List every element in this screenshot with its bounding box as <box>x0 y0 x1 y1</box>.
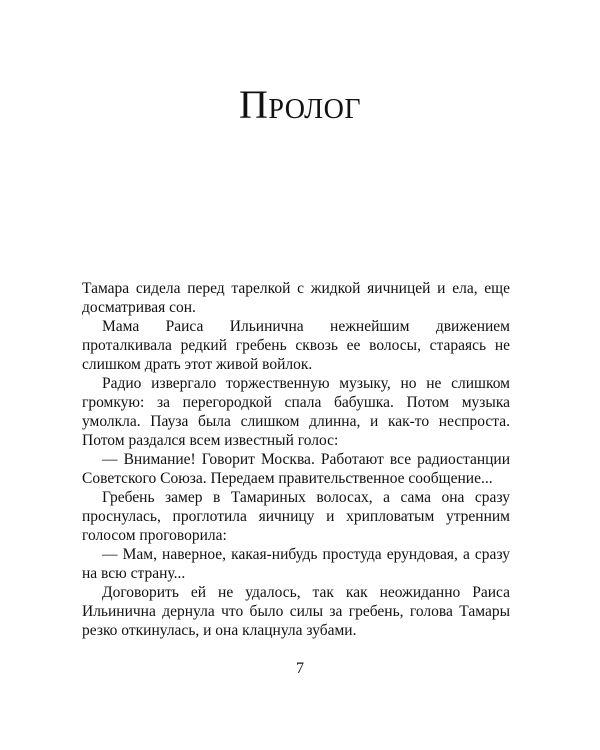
dialogue-paragraph: — Внимание! Говорит Москва. Работают все радиостанции Советского Союза. Передаем правительственное сообщение... <box>82 451 510 487</box>
paragraph: Договорить ей не удалось, так как неожиданно Раиса Ильинична дернула что было силы за гребень, голова Тамары резко откинулась, и она клацнула зубами. <box>82 584 510 639</box>
page-number: 7 <box>296 660 304 677</box>
paragraph: Мама Раиса Ильинична нежнейшим движением проталкивала редкий гребень сквозь ее волосы, стараясь не слишком драть этот живой войлок. <box>82 318 510 373</box>
dialogue-paragraph: — Мам, наверное, какая-нибудь простуда ерундовая, а сразу на всю страну... <box>82 546 510 582</box>
chapter-body <box>82 279 510 640</box>
paragraph: Тамара сидела перед тарелкой с жидкой яичницей и ела, еще досматривая сон. <box>82 280 510 316</box>
paragraph: Гребень замер в Тамариных волосах, а сама она сразу проснулась, проглотила яичницу и хрипловатым утренним голосом проговорила: <box>82 489 510 544</box>
paragraph: Радио извергало торжественную музыку, но не слишком громкую: за перегородкой спала бабушка. Потом музыка умолкла. Пауза была слишком длинна, и как-то неспроста. Потом раздался всем известный голос: <box>82 375 510 449</box>
chapter-title: Пролог <box>238 81 362 127</box>
